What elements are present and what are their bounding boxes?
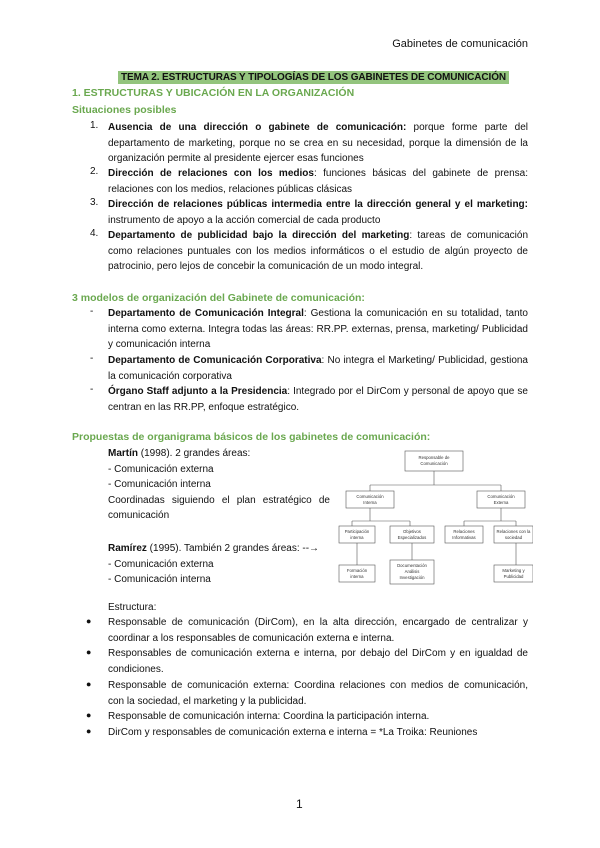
dash-marker: - [90,353,94,364]
area-note: Coordinadas siguiendo el plan estratégico de comunicación [108,494,330,521]
structure-label: Estructura: [108,602,157,613]
bullet-icon: ● [86,647,92,657]
org-l4-line2: Análisis [404,569,420,574]
org-l3-line1: Formación [346,568,368,573]
area-line: - Comunicación interna [108,574,211,585]
item-text: instrumento de apoyo a la acción comercial de cada producto [108,214,381,226]
org-internal-line1: Comunicación [356,494,384,499]
org-top-line2: Comunicación [420,461,448,466]
area-line: - Comunicación interna [108,479,211,490]
item-bold: Ausencia de una dirección o gabinete de comunicación: [108,122,407,133]
item-bold: Dirección de relaciones con los medios [108,168,314,179]
model-item [108,306,528,353]
dash-marker: - [90,384,94,395]
area-line: - Comunicación externa [108,463,214,475]
item-bold: Departamento de Comunicación Integral [108,308,304,319]
item-bold: Dirección de relaciones públicas intermedia entre la dirección general y el marketing: [108,199,528,210]
list-item [108,166,528,197]
author-name: Martín [108,448,138,459]
list-number: 2. [90,166,99,177]
org-internal-line2: Interna [363,500,377,505]
item-text: : No integra el Marketing/ Publicidad, gestiona la comunicación corporativa [108,355,528,382]
item-text: : Gestiona la comunicación en su totalidad, tanto interna como externa. Integra todas las áreas: RR.PP. externas, prensa, marketing/ Publicidad y comunicación interna [108,308,528,350]
org-r2-line1: Relaciones con la [496,529,531,534]
bullet-icon: ● [86,726,92,736]
org-external-line1: Comunicación [487,494,515,499]
org-top-line1: Responsable de [418,455,450,460]
org-r3-line2: Publicidad [503,574,524,579]
org-l1-line2: interna [350,535,364,540]
item-bold: Departamento de Comunicación Corporativa [108,355,322,366]
author-detail: (1998). 2 grandes áreas: [138,448,251,459]
structure-bullet: DirCom y responsables de comunicación externa e interna = *La Troika: Reuniones [108,727,478,738]
area-line: - Comunicación externa [108,558,214,570]
author-name: Ramírez [108,543,147,554]
org-l1-line1: Participación [344,529,370,534]
running-header: Gabinetes de comunicación [392,38,528,50]
item-text: : tareas de comunicación como relaciones puntuales con los medios informáticos o el estudio de algún proyecto de patrocinio, pero lejos de concebir la comunicación de un modo integral. [108,230,529,272]
org-l2-line1: Objetivos [403,529,421,534]
item-bold: Órgano Staff adjunto a la Presidencia [108,386,288,397]
item-text: porque forme parte del departamento de marketing, porque no se crea en su necesidad, porque la dimensión de la organización permite al presidente ejercer esas funciones [108,122,529,164]
org-l4-line1: Documentación [397,563,427,568]
item-bold: Departamento de publicidad bajo la dirección del marketing [108,230,410,241]
list-item [108,197,528,228]
ramirez-block [108,541,330,588]
model-item [108,384,528,415]
bullet-icon: ● [86,710,92,720]
structure-bullet: Responsables de comunicación externa e interna, por debajo del DirCom y en igualdad de condiciones. [108,648,528,675]
proposals-heading: Propuestas de organigrama básicos de los gabinetes de comunicación: [72,431,431,443]
model-item [108,353,528,384]
structure-bullet: Responsable de comunicación interna: Coordina la participación interna. [108,711,430,722]
item-text: : Integrado por el DirCom y personal de apoyo que se centran en las RR.PP, enfoque estratégico. [108,386,528,413]
list-number: 4. [90,228,99,239]
page-number: 1 [296,797,303,811]
situations-heading: Situaciones posibles [72,104,177,116]
structure-bullet: Responsable de comunicación externa: Coordina relaciones con medios de comunicación, con la sociedad, el marketing y la publicidad. [108,680,528,707]
dash-marker: - [90,306,94,317]
org-external-line2: Externa [493,500,509,505]
models-heading: 3 modelos de organización del Gabinete de comunicación: [72,292,365,304]
org-l3-line2: interna [350,574,364,579]
martin-block [108,446,330,524]
org-r1-line1: Relaciones [453,529,475,534]
section-heading: 1. ESTRUCTURAS Y UBICACIÓN EN LA ORGANIZACIÓN [72,87,355,99]
org-r3-line1: Marketing y [502,568,525,573]
bullet-icon: ● [86,616,92,626]
org-r1-line2: Informativas [452,535,476,540]
org-l2-line2: Especializados [397,535,427,540]
org-r2-line2: sociedad [504,535,523,540]
document-title: TEMA 2. ESTRUCTURAS Y TIPOLOGÍAS DE LOS GABINETES DE COMUNICACIÓN [118,71,509,84]
item-text: : funciones básicas del gabinete de prensa: relaciones con los medios, relaciones públicas clásicas [108,168,528,195]
list-number: 3. [90,197,99,208]
author-detail: (1995). También 2 grandes áreas: --→ [146,543,320,554]
org-l4-line3: Investigación [399,575,425,580]
org-chart [338,448,533,593]
structure-bullet: Responsable de comunicación (DirCom), en la alta dirección, encargado de centralizar y coordinar a los responsables de comunicación externa e interna. [108,617,528,644]
bullet-icon: ● [86,679,92,689]
list-number: 1. [90,120,99,131]
list-item [108,228,528,275]
list-item [108,120,528,167]
